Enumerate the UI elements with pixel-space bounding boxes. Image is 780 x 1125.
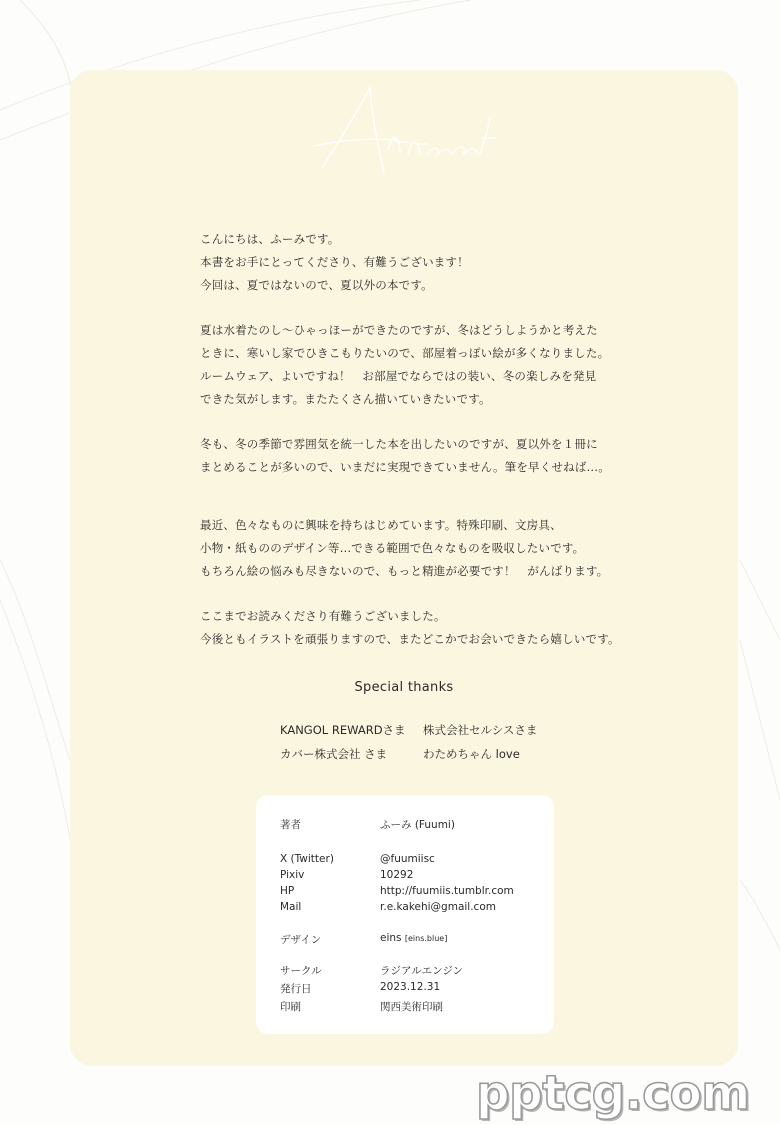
letter-line: 冬も、冬の季節で雰囲気を統一した本を出したいのですが、夏以外を１冊に — [200, 437, 598, 451]
hp-label: HP — [280, 885, 295, 897]
thanks-entry: 株式会社セルシスさま — [423, 723, 538, 737]
hp-url: http://fuumiis.tumblr.com — [380, 885, 514, 897]
letter-line: ルームウェア、よいですね！ お部屋でならではの装い、冬の楽しみを発見 — [200, 369, 597, 383]
printer-value: 関西美術印刷 — [380, 1001, 443, 1013]
letter-paragraph — [200, 433, 670, 479]
pixiv-label: Pixiv — [280, 869, 305, 881]
letter-paragraph — [200, 319, 670, 411]
letter-line: 小物・紙もののデザイン等…できる範囲で色々なものを吸収したいです。 — [200, 541, 585, 555]
author-label: 著者 — [280, 819, 301, 831]
design-value — [380, 932, 447, 944]
mail-address: r.e.kakehi@gmail.com — [380, 901, 496, 913]
letter-line: 本書をお手にとってくださり、有難うございます！ — [200, 255, 469, 269]
colophon-card — [256, 795, 554, 1034]
letter-line: こんにちは、ふーみです。 — [200, 232, 340, 246]
thanks-entry: わためちゃん love — [423, 747, 520, 761]
letter-paragraph — [200, 228, 670, 297]
letter-line: もちろん絵の悩みも尽きないので、もっと精進が必要です！ がんばります。 — [200, 564, 609, 578]
afterword-letter — [200, 228, 670, 673]
letter-line: まとめることが多いので、いまだに実現できていません。筆を早くせねば…。 — [200, 460, 610, 474]
mail-label: Mail — [280, 901, 302, 913]
x-twitter-handle: @fuumiisc — [380, 853, 435, 865]
publish-date-label: 発行日 — [280, 983, 312, 995]
letter-line: 今回は、夏ではないので、夏以外の本です。 — [200, 278, 433, 292]
x-twitter-label: X (Twitter) — [280, 853, 334, 865]
letter-line: 夏は水着たのし～ひゃっほーができたのですが、冬はどうしようかと考えた — [200, 323, 598, 337]
printer-label: 印刷 — [280, 1001, 301, 1013]
letter-line: 今後ともイラストを頑張りますので、またどこかでお会いできたら嬉しいです。 — [200, 632, 620, 646]
pixiv-id: 10292 — [380, 869, 414, 881]
special-thanks-column-1 — [280, 718, 406, 766]
letter-line: 最近、色々なものに興味を持ちはじめています。特殊印刷、文房具、 — [200, 518, 562, 532]
circle-label: サークル — [280, 965, 322, 977]
site-watermark: pptcg.com — [476, 1066, 750, 1121]
letter-line: ここまでお読みくださり有難うございました。 — [200, 609, 446, 623]
design-label: デザイン — [280, 934, 322, 946]
letter-paragraph — [200, 514, 670, 583]
circle-value: ラジアルエンジン — [380, 965, 464, 977]
special-thanks-heading: Special thanks — [354, 680, 454, 695]
thanks-entry: カバー株式会社 さま — [280, 747, 388, 761]
afterword-script-title — [300, 80, 500, 190]
thanks-entry: KANGOL REWARDさま — [280, 723, 406, 737]
designer-name: eins — [380, 932, 402, 944]
author-value: ふーみ (Fuumi) — [380, 819, 455, 831]
letter-line: ときに、寒いし家でひきこもりたいので、部屋着っぽい絵が多くなりました。 — [200, 346, 610, 360]
letter-paragraph — [200, 605, 670, 651]
letter-line: できた気がします。またたくさん描いていきたいです。 — [200, 392, 491, 406]
special-thanks-column-2 — [423, 718, 537, 766]
publish-date-value: 2023.12.31 — [380, 981, 441, 993]
designer-site: [eins.blue] — [404, 934, 448, 943]
